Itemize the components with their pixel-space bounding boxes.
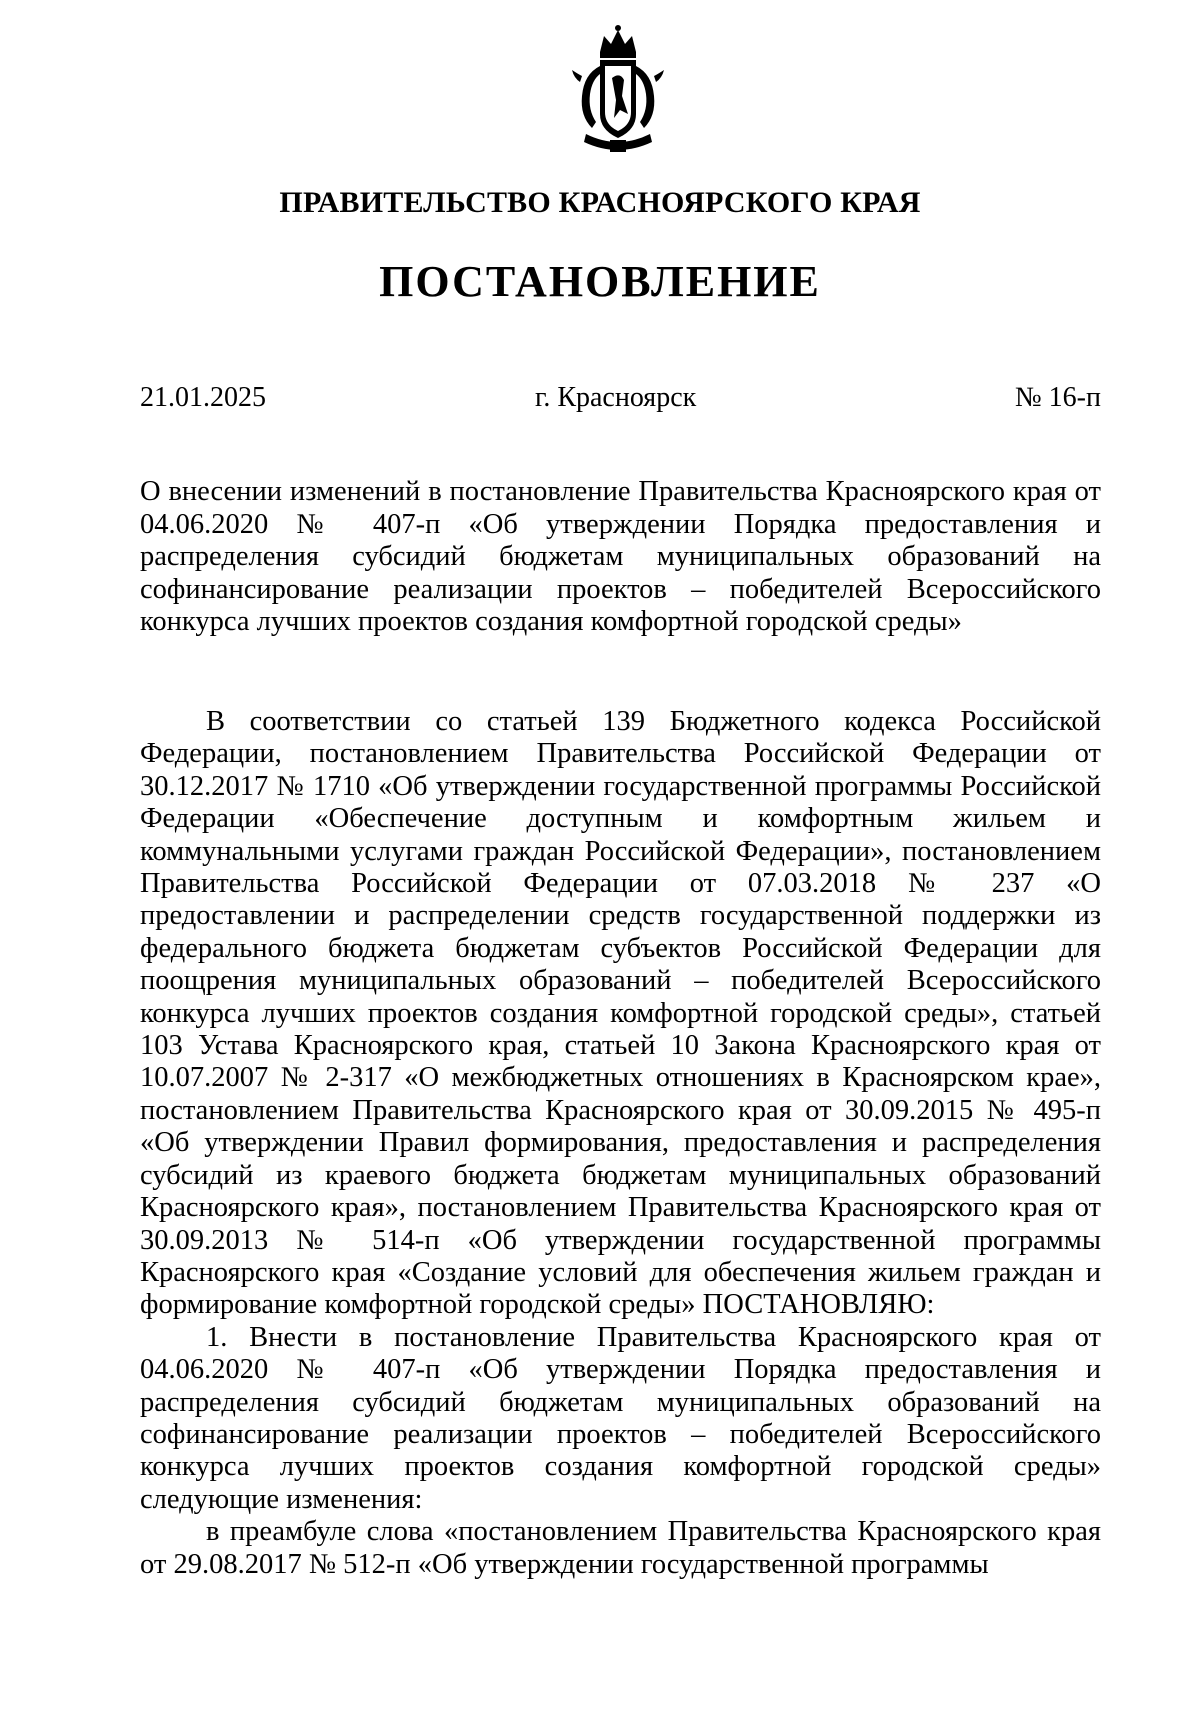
coat-of-arms-emblem	[570, 22, 666, 156]
document-subject: О внесении изменений в постановление Правительства Красноярского края от 04.06.2020 № 407-п «Об утверждении Порядка предоставления и распределения субсидий бюджетам муниципальных образований на софинансирование реализации проектов – победителей Всероссийского конкурса лучших проектов создания комфортной городской среды»	[140, 476, 1101, 637]
document-number: № 16-п	[1014, 382, 1101, 413]
document-type-title: ПОСТАНОВЛЕНИЕ	[379, 257, 821, 306]
document-city: г. Красноярск	[535, 382, 697, 413]
body-paragraph-item-1: 1. Внести в постановление Правительства Красноярского края от 04.06.2020 № 407-п «Об утверждении Порядка предоставления и распределения субсидий бюджетам муниципальных образований на софинансирование реализации проектов – победителей Всероссийского конкурса лучших проектов создания комфортной городской среды» следующие изменения:	[140, 1321, 1101, 1515]
document-body	[140, 706, 1101, 1581]
body-paragraph-amendment: в преамбуле слова «постановлением Правительства Красноярского края от 29.08.2017 № 512-п «Об утверждении государственной программы	[140, 1516, 1101, 1580]
body-paragraph-preamble: В соответствии со статьей 139 Бюджетного кодекса Российской Федерации, постановлением Правительства Российской Федерации от 30.12.2017 № 1710 «Об утверждении государственной программы Российской Федерации «Обеспечение доступным и комфортным жильем и коммунальными услугами граждан Российской Федерации», постановлением Правительства Российской Федерации от 07.03.2018 № 237 «О предоставлении и распределении средств государственной поддержки из федерального бюджета бюджетам субъектов Российской Федерации для поощрения муниципальных образований – победителей Всероссийского конкурса лучших проектов создания комфортной городской среды», статьей 103 Устава Красноярского края, статьей 10 Закона Красноярского края от 10.07.2007 № 2-317 «О межбюджетных отношениях в Красноярском крае», постановлением Правительства Красноярского края от 30.09.2015 № 495-п «Об утверждении Правил формирования, предоставления и распределения субсидий из краевого бюджета бюджетам муниципальных образований Красноярского края», постановлением Правительства Красноярского края от 30.09.2013 № 514-п «Об утверждении государственной программы Красноярского края «Создание условий для обеспечения жильем граждан и формирование комфортной городской среды» ПОСТАНОВЛЯЮ:	[140, 706, 1101, 1321]
issuing-authority: ПРАВИТЕЛЬСТВО КРАСНОЯРСКОГО КРАЯ	[279, 186, 921, 219]
document-date: 21.01.2025	[140, 382, 266, 413]
